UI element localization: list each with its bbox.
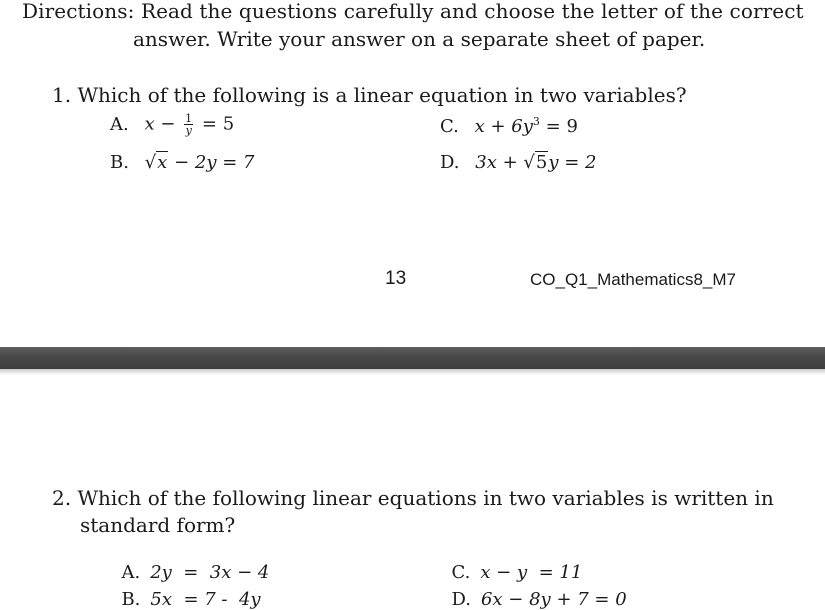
question-1-stem: 1. Which of the following is a linear equation in two variables? <box>52 83 687 107</box>
choice-letter: A. <box>110 113 129 135</box>
choice-b-expression-end: − 2y = 7 <box>174 152 255 173</box>
choice-c-equation: x − y = 11 <box>480 562 583 583</box>
question-2-choice-b[interactable] <box>110 568 261 610</box>
choice-letter: D. <box>451 589 471 610</box>
question-1-choice-b[interactable] <box>110 152 254 173</box>
directions-text: Directions: Read the questions carefully and choose the letter of the correct <box>22 0 804 23</box>
choice-c-expression-end: = 9 <box>545 116 578 137</box>
module-code: CO_Q1_Mathematics8_M7 <box>530 270 736 289</box>
question-1-choice-c[interactable] <box>440 115 578 137</box>
choice-a-expression-end: = 5 <box>201 113 235 135</box>
choice-d-expression-start: 3x + <box>475 152 524 173</box>
question-2-stem: 2. Which of the following linear equations in two variables is written in <box>52 486 774 510</box>
radicand: 5 <box>535 152 548 173</box>
radical-sign-icon: √ <box>523 152 535 173</box>
choice-letter: C. <box>451 562 471 583</box>
page-break-divider <box>0 347 825 369</box>
choice-letter: D. <box>440 152 460 173</box>
choice-c-expression-base: x + 6y <box>474 116 533 137</box>
question-2-choice-d[interactable] <box>440 568 627 610</box>
choice-letter: B. <box>110 152 129 173</box>
choice-b-equation: 5x = 7 - 4y <box>150 589 261 610</box>
page-break-shadow <box>0 369 825 375</box>
choice-letter: B. <box>121 589 141 610</box>
choice-a-expression-start: x − <box>144 113 176 135</box>
choice-letter: A. <box>121 562 141 583</box>
fraction-denominator: y <box>185 124 192 137</box>
choice-a-equation: 2y = 3x − 4 <box>150 562 270 583</box>
radicand: x <box>157 152 168 173</box>
page-number: 13 <box>385 268 407 289</box>
exponent: 3 <box>532 115 540 128</box>
radical-sign-icon: √ <box>144 152 157 173</box>
choice-letter: C. <box>440 116 459 137</box>
question-1-choice-a[interactable] <box>110 113 234 136</box>
directions-text-continued: answer. Write your answer on a separate sheet of paper. <box>133 27 706 51</box>
square-root <box>145 152 169 173</box>
fraction-numerator: 1 <box>185 112 193 125</box>
question-1-choice-d[interactable] <box>440 152 596 173</box>
question-2-stem-continued: standard form? <box>80 513 236 537</box>
fraction-one-over-y <box>184 113 193 136</box>
choice-d-equation: 6x − 8y + 7 = 0 <box>480 589 627 610</box>
square-root <box>523 152 548 173</box>
choice-d-expression-end: y = 2 <box>548 152 597 173</box>
